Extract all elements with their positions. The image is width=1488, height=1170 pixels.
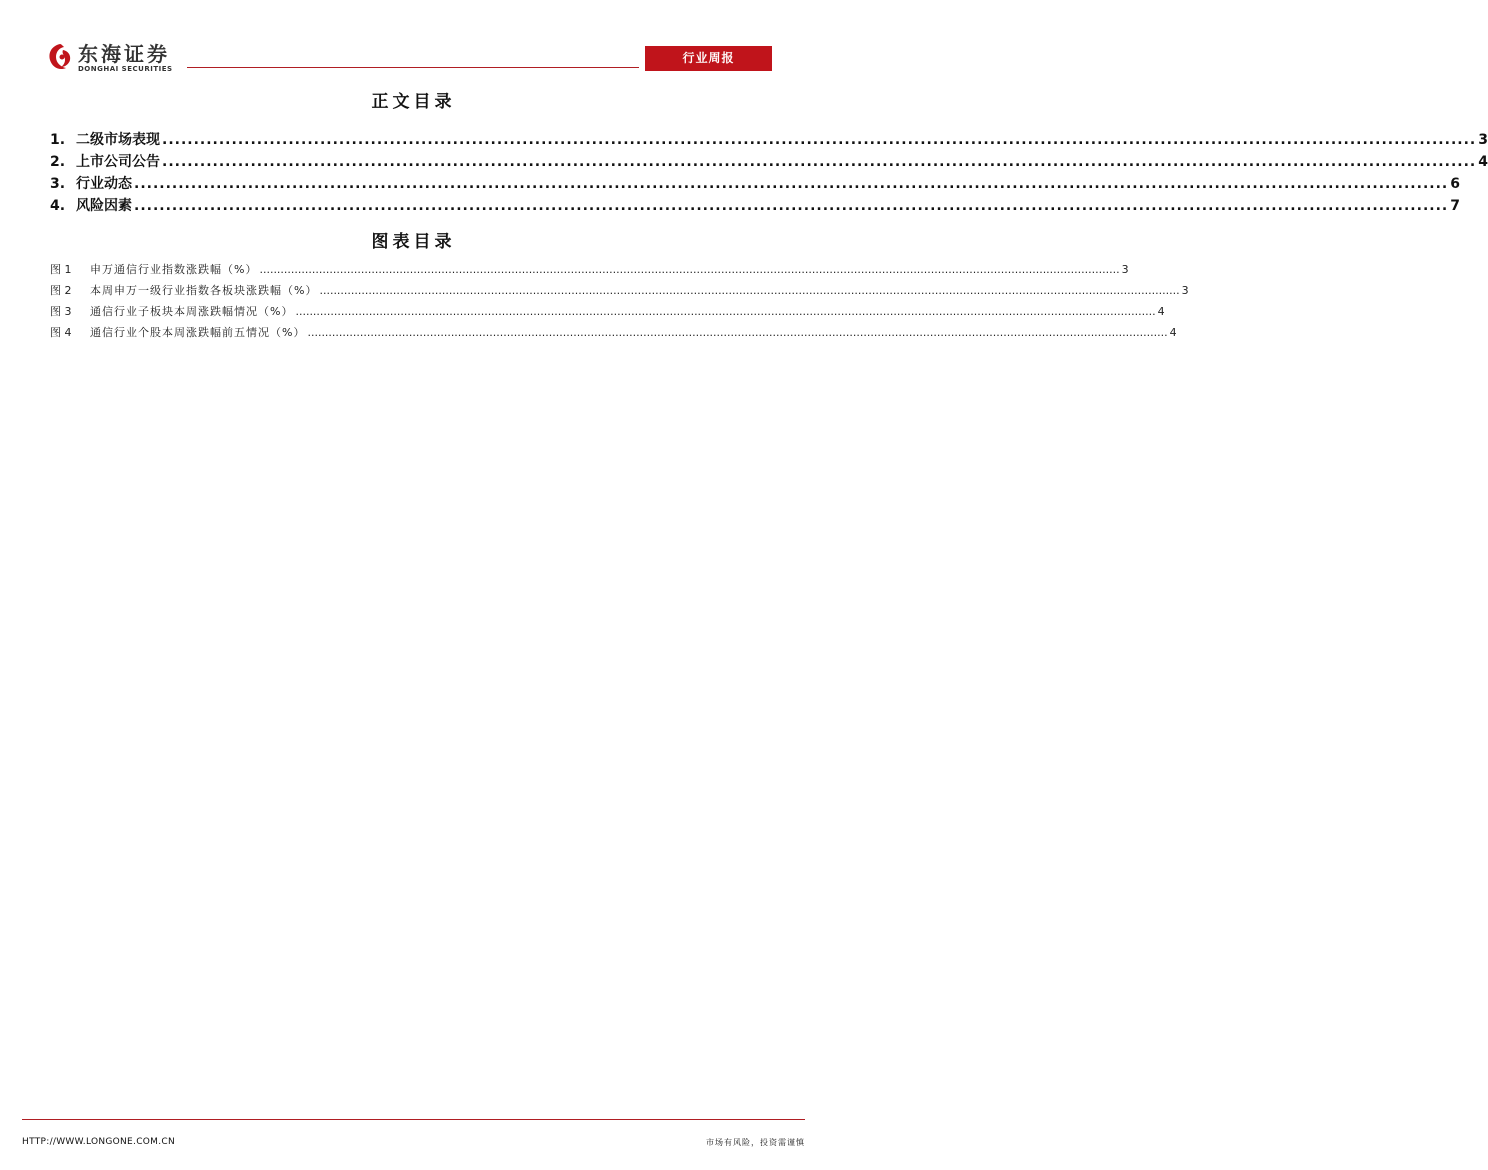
page-header — [0, 0, 827, 80]
figures-list — [50, 259, 1189, 343]
toc-item[interactable] — [50, 195, 1460, 217]
footer-website-link[interactable]: HTTP://WWW.LONGONE.COM.CN — [22, 1137, 176, 1147]
toc-list — [50, 129, 1488, 217]
toc-item-number: 2. — [50, 154, 66, 170]
footer-divider — [22, 1119, 805, 1120]
toc-item-text: 风险因素 — [76, 198, 132, 214]
toc-leader-dots: ................................................................................................................................................................................................................ — [134, 176, 1449, 192]
figure-label: 图 4 — [50, 326, 72, 339]
toc-item-page: 3 — [1478, 132, 1488, 148]
toc-item-number: 1. — [50, 132, 66, 148]
figure-leader-dots: ...................................................................................................................................................................................................................................................... — [307, 326, 1168, 339]
toc-item-number: 4. — [50, 198, 66, 214]
logo-chinese-name: 东海证券 — [78, 42, 170, 66]
figure-item[interactable] — [50, 259, 1129, 280]
toc-item-number: 3. — [50, 176, 66, 192]
figure-item[interactable] — [50, 280, 1189, 301]
figure-item[interactable] — [50, 301, 1165, 322]
toc-item-page: 6 — [1450, 176, 1460, 192]
toc-item[interactable] — [50, 173, 1460, 195]
header-divider — [187, 67, 639, 68]
toc-item-page: 4 — [1478, 154, 1488, 170]
figure-page: 3 — [1121, 263, 1129, 276]
toc-item[interactable] — [50, 151, 1488, 173]
figure-page: 4 — [1157, 305, 1165, 318]
figure-page: 4 — [1169, 326, 1177, 339]
figure-item[interactable] — [50, 322, 1177, 343]
toc-title: 正文目录 — [371, 92, 456, 112]
toc-item[interactable] — [50, 129, 1488, 151]
figure-label: 图 3 — [50, 305, 72, 318]
dragon-logo-icon — [47, 42, 73, 72]
figure-text: 通信行业子板块本周涨跌幅情况（%） — [90, 305, 294, 318]
toc-leader-dots: ................................................................................................................................................................................................................ — [162, 154, 1477, 170]
logo-english-name: DONGHAI SECURITIES — [78, 65, 173, 73]
toc-item-text: 行业动态 — [76, 176, 132, 192]
figure-leader-dots: ...................................................................................................................................................................................................................................................... — [319, 284, 1180, 297]
toc-item-page: 7 — [1450, 198, 1460, 214]
figure-page: 3 — [1181, 284, 1189, 297]
toc-item-text: 二级市场表现 — [76, 132, 160, 148]
figure-text: 本周申万一级行业指数各板块涨跌幅（%） — [90, 284, 318, 297]
figure-text: 申万通信行业指数涨跌幅（%） — [90, 263, 258, 276]
company-logo — [47, 42, 187, 76]
figure-leader-dots: ...................................................................................................................................................................................................................................................... — [259, 263, 1120, 276]
toc-leader-dots: ................................................................................................................................................................................................................ — [162, 132, 1477, 148]
toc-leader-dots: ................................................................................................................................................................................................................ — [134, 198, 1449, 214]
footer-disclaimer: 市场有风险，投资需谨慎 — [706, 1138, 805, 1147]
figure-leader-dots: ...................................................................................................................................................................................................................................................... — [295, 305, 1156, 318]
toc-item-text: 上市公司公告 — [76, 154, 160, 170]
figure-label: 图 1 — [50, 263, 72, 276]
figure-text: 通信行业个股本周涨跌幅前五情况（%） — [90, 326, 306, 339]
figures-title: 图表目录 — [371, 232, 456, 252]
figure-label: 图 2 — [50, 284, 72, 297]
report-type-badge: 行业周报 — [645, 46, 772, 71]
